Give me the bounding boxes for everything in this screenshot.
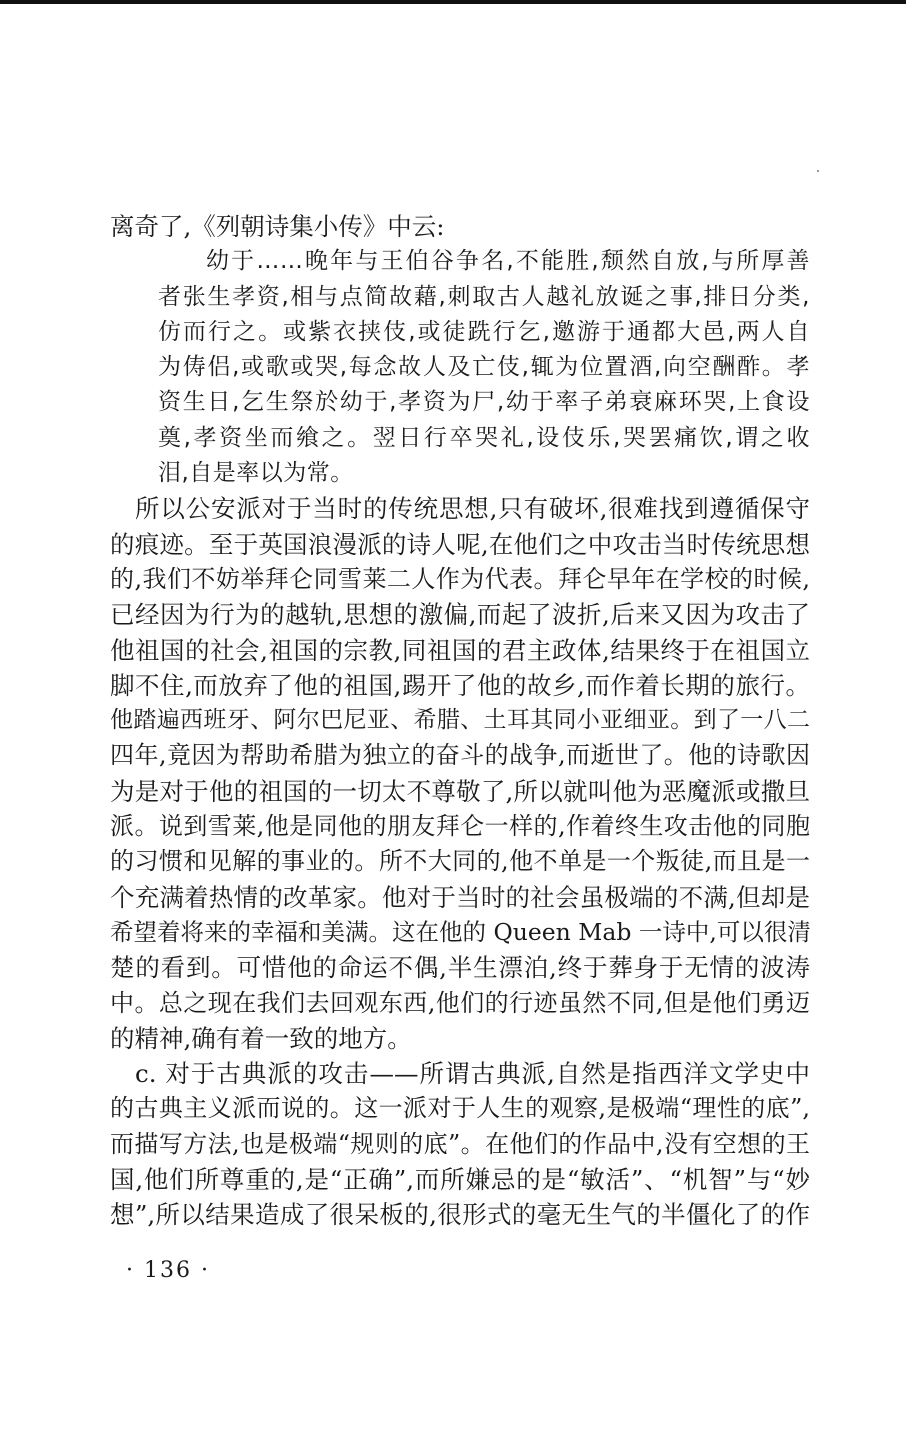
paragraph-line: 中。总之现在我们去回观东西,他们的行迹虽然不同,但是他们勇迈: [110, 988, 810, 1017]
paragraph-line: 脚不住,而放弃了他的祖国,踢开了他的故乡,而作着长期的旅行。: [110, 670, 810, 700]
paragraph-line: 的习惯和见解的事业的。所不大同的,他不单是一个叛徒,而且是一: [110, 847, 810, 876]
quote-line: 者张生孝资,相与点简故藉,刺取古人越礼放诞之事,排日分类,: [158, 283, 810, 310]
block-quote: [110, 244, 810, 491]
quote-line: 为俦侣,或歌或哭,每念故人及亡伎,辄为位置酒,向空酬酢。孝: [158, 354, 810, 381]
quote-line: 泪,自是率以为常。: [158, 460, 354, 487]
paragraph-line: 个充满着热情的改革家。他对于当时的社会虽极端的不满,但却是: [110, 882, 810, 912]
paragraph-1: [110, 491, 810, 1056]
top-border-rule: [0, 0, 906, 4]
paragraph-line: 所以公安派对于当时的传统思想,只有破坏,很难找到遵循保守: [135, 494, 810, 524]
page-number: · 136 ·: [126, 1258, 210, 1283]
paragraph-line: 已经因为行为的越轨,思想的激偏,而起了波折,后来又因为攻击了: [110, 600, 810, 630]
paragraph-line: 的精神,确有着一致的地方。: [110, 1023, 412, 1053]
paragraph-line: 四年,竟因为帮助希腊为独立的奋斗的战争,而逝世了。他的诗歌因: [110, 741, 810, 770]
paragraph-2: [110, 1056, 810, 1232]
quote-line: 奠,孝资坐而飨之。翌日行卒哭礼,设伎乐,哭罢痛饮,谓之收: [158, 424, 810, 451]
quote-line: 仿而行之。或紫衣挟伎,或徒跣行乞,邀游于通都大邑,两人自: [158, 318, 810, 345]
paragraph-line: 国,他们所尊重的,是“正确”,而所嫌忌的是“敏活”、“机智”与“妙: [110, 1165, 810, 1195]
paragraph-line: 希望着将来的幸福和美满。这在他的 Queen Mab 一诗中,可以很清: [110, 917, 811, 946]
paragraph-line: c. 对于古典派的攻击——所谓古典派,自然是指西洋文学史中: [135, 1059, 810, 1089]
scan-speck: [817, 170, 819, 172]
paragraph-line: 的古典主义派而说的。这一派对于人生的观察,是极端“理性的底”,: [110, 1094, 810, 1123]
paragraph-line: 派。说到雪莱,他是同他的朋友拜仑一样的,作着终生攻击他的同胞: [110, 812, 810, 841]
quote-line: 资生日,乞生祭於幼于,孝资为尸,幼于率子弟衰麻环哭,上食设: [158, 389, 810, 416]
paragraph-line: 的痕迹。至于英国浪漫派的诗人呢,在他们之中攻击当时传统思想: [110, 529, 810, 559]
paragraph-line: 楚的看到。可惜他的命运不偶,半生漂泊,终于葬身于无情的波涛: [110, 953, 810, 983]
page-body: [110, 209, 810, 1233]
quote-line: 幼于……晚年与王伯谷争名,不能胜,颓然自放,与所厚善: [206, 248, 810, 275]
paragraph-line: 想”,所以结果造成了很呆板的,很形式的毫无生气的半僵化了的作: [110, 1200, 810, 1230]
paragraph-line: 他踏遍西班牙、阿尔巴尼亚、希腊、土耳其同小亚细亚。到了一八二: [110, 707, 810, 734]
intro-line: 离奇了,《列朝诗集小传》中云:: [110, 212, 445, 241]
paragraph-line: 而描写方法,也是极端“规则的底”。在他们的作品中,没有空想的王: [110, 1129, 810, 1158]
paragraph-line: 他祖国的社会,祖国的宗教,同祖国的君主政体,结果终于在祖国立: [110, 635, 810, 665]
paragraph-line: 为是对于他的祖国的一切太不尊敬了,所以就叫他为恶魔派或撒旦: [110, 776, 810, 806]
paragraph-line: 的,我们不妨举拜仑同雪莱二人作为代表。拜仑早年在学校的时候,: [110, 564, 810, 593]
